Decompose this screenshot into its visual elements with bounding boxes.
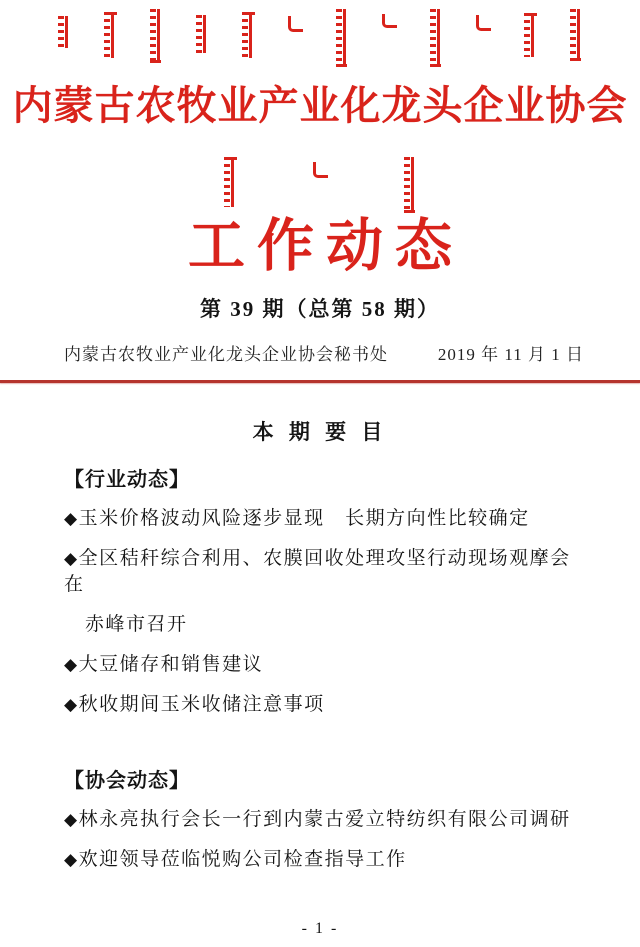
bulletin-title: 工作动态 (188, 215, 464, 278)
toc-item (64, 807, 582, 833)
mongolian-script-glyph (430, 9, 443, 67)
mongolian-script-glyph (404, 157, 417, 213)
mongolian-script-row-top (0, 0, 640, 70)
toc-item-text: 欢迎领导莅临悦购公司检查指导工作 (78, 848, 407, 870)
section-heading-association: 【协会动态】 (64, 769, 190, 792)
bullet-diamond-icon: ◆ (64, 508, 79, 528)
mongolian-script-glyph (524, 13, 537, 57)
mongolian-script-glyph (242, 12, 255, 58)
toc-item-text: 赤峰市召开 (85, 613, 188, 635)
mongolian-script-glyph (58, 16, 71, 48)
bullet-diamond-icon: ◆ (64, 694, 79, 714)
publish-date: 2019 年 11 月 1 日 (437, 344, 584, 364)
toc-item (64, 652, 582, 678)
bullet-diamond-icon: ◆ (64, 654, 79, 674)
mongolian-script-glyph (570, 9, 583, 61)
bullet-diamond-icon: ◆ (64, 548, 79, 568)
organization-name-title: 内蒙古农牧业产业化龙头企业协会 (12, 83, 628, 128)
publisher-row (64, 340, 584, 365)
bullet-diamond-icon: ◆ (64, 849, 79, 869)
mongolian-script-glyph (288, 16, 303, 32)
toc-item-text: 林永亮执行会长一行到内蒙古爱立特纺织有限公司调研 (78, 808, 571, 830)
toc-title: 本 期 要 目 (252, 419, 388, 444)
mongolian-script-glyph (150, 9, 163, 63)
footer-page-number: - 1 - (301, 920, 339, 937)
toc-item-text: 秋收期间玉米收储注意事项 (78, 693, 325, 715)
divider-rule (0, 380, 640, 383)
toc-item (64, 506, 582, 532)
toc (64, 463, 582, 873)
mongolian-script-glyph (382, 14, 397, 28)
issue-number: 第 39 期（总第 58 期） (200, 296, 440, 321)
toc-item (64, 692, 582, 718)
toc-item-text: 大豆储存和销售建议 (78, 653, 264, 675)
toc-item-text: 玉米价格波动风险逐步显现 长期方向性比较确定 (78, 507, 530, 529)
mongolian-script-glyph (196, 15, 209, 53)
mongolian-script-glyph (476, 15, 491, 31)
publisher-name: 内蒙古农牧业产业化龙头企业协会秘书处 (64, 344, 388, 364)
toc-item (64, 847, 582, 873)
mongolian-script-glyph (104, 12, 117, 58)
section-heading-industry: 【行业动态】 (64, 468, 190, 491)
mongolian-script-glyph (224, 157, 237, 207)
mongolian-script-row-middle (0, 157, 640, 215)
toc-item (64, 546, 582, 598)
toc-item-continuation (64, 612, 582, 638)
mongolian-script-glyph (336, 9, 349, 67)
bullet-diamond-icon: ◆ (64, 809, 79, 829)
toc-item-text: 全区秸秆综合利用、农膜回收处理攻坚行动现场观摩会在 (64, 547, 571, 595)
mongolian-script-glyph (313, 162, 328, 178)
